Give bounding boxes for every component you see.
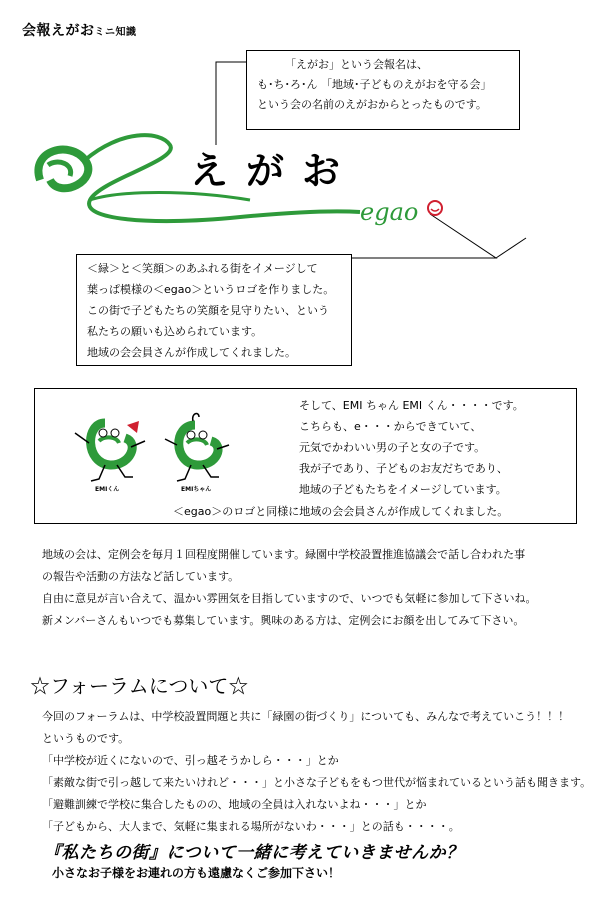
forum-line: 「避難訓練で学校に集合したものの、地域の全員は入れないよね・・・」とか — [42, 798, 427, 811]
forum-line: 「子どもから、大人まで、気軽に集まれる場所がないわ・・・」との話も・・・・。 — [42, 820, 460, 833]
logo-line: 葉っぱ模様の＜egao＞というロゴを作りました。 — [87, 283, 335, 296]
forum-line: 今回のフォーラムは、中学校設置問題と共に「緑園の街づくり」についても、みんなで考えていこう！！！ — [42, 710, 570, 723]
forum-section — [42, 706, 591, 838]
mascot-line: こちらも、e・・・からできていて、 — [299, 420, 482, 433]
about-line: の報告や活動の方法など話しています。 — [42, 570, 240, 583]
logo-line: 私たちの願いも込められています。 — [87, 325, 263, 338]
about-section — [42, 544, 537, 632]
forum-title: ☆フォーラムについて☆ — [30, 674, 249, 698]
about-line: 自由に意見が言い合えて、温かい雰囲気を目指していますので、いつでも気軽に参加して下さいね。 — [42, 592, 537, 605]
about-line: 地域の会は、定例会を毎月１回程度開催しています。緑園中学校設置推進協議会で話し合われた事 — [42, 548, 526, 561]
mascot-line: 元気でかわいい男の子と女の子です。 — [299, 441, 486, 454]
logo-line: 地域の会会員さんが作成してくれました。 — [87, 346, 296, 359]
emi-kun-label: EMIくん — [95, 486, 120, 493]
forum-call: 『私たちの街』について一緒に考えていきませんか？ — [44, 843, 464, 863]
mascot-bottom-line: ＜egao＞のロゴと同様に地域の会会員さんが作成してくれました。 — [173, 505, 509, 518]
mascot-text — [299, 395, 524, 500]
emi-chan-character — [165, 414, 229, 493]
name-line: という会の名前のえがおからとったものです。 — [257, 98, 487, 111]
logo-line: この街で子どもたちの笑顔を見守りたい、という — [87, 304, 329, 317]
mascot-characters — [65, 403, 255, 493]
emi-kun-character — [75, 421, 145, 493]
forum-invite: 小さなお子様をお連れの方も遠慮なくご参加下さい！ — [52, 866, 341, 880]
title-main: 会報えがお — [22, 23, 95, 39]
forum-line: 「素敵な街で引っ越して来たいけれど・・・」と小さな子どもをもつ世代が悩まれているという話も聞きます。 — [42, 776, 592, 789]
about-line: 新メンバーさんもいつでも募集しています。興味のある方は、定例会にお顔を出してみて下さい。 — [42, 614, 525, 627]
name-origin-box — [246, 50, 520, 130]
forum-line: というものです。 — [42, 732, 130, 745]
logo-description-box — [76, 254, 352, 366]
mascot-line: 地域の子どもたちをイメージしています。 — [299, 483, 507, 496]
forum-line: 「中学校が近くにないので、引っ越そうかしら・・・」とか — [42, 754, 339, 767]
title-sub: ミニ知識 — [94, 27, 137, 38]
mascot-line: 我が子であり、子どものお友だちであり、 — [299, 462, 508, 475]
logo-line: ＜緑＞と＜笑顔＞のあふれる街をイメージして — [87, 262, 318, 275]
logo-heading: えがお — [190, 149, 359, 193]
mascot-box — [34, 388, 577, 524]
mascot-line: そして、EMI ちゃん EMI くん・・・・です。 — [299, 399, 524, 412]
logo-script-text: egao — [360, 198, 419, 226]
name-line: も･ち･ろ･ん 「地域･子どものえがおを守る会」 — [257, 78, 492, 91]
name-line: 「えがお」という会報名は、 — [285, 58, 428, 71]
emi-chan-label: EMIちゃん — [181, 486, 212, 493]
